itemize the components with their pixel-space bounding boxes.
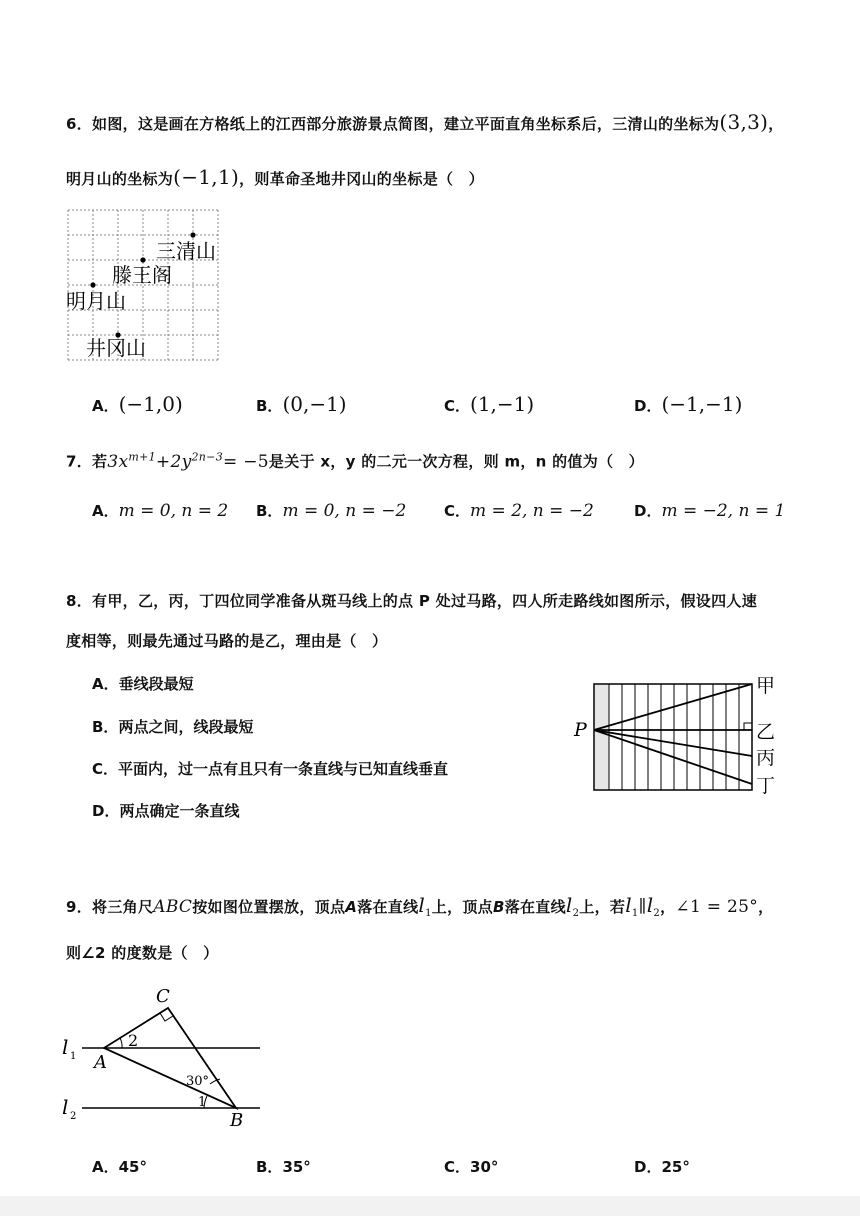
q9-l1-sub: 1 [425, 908, 432, 919]
option-letter: C． [444, 502, 471, 520]
eq-term2: +2y [155, 451, 192, 472]
option-letter: A． [92, 397, 119, 415]
q9-number: 9． [66, 898, 93, 916]
angle30-label: 30° [186, 1074, 210, 1089]
option-letter: A． [92, 502, 119, 520]
label-mingyue: 明月山 [66, 289, 126, 313]
option-value: 两点确定一条直线 [119, 802, 240, 820]
option-letter: D． [634, 1158, 662, 1176]
q9-b: B [492, 898, 505, 916]
page-bottom-edge [0, 1196, 860, 1216]
angle2-label: 2 [128, 1031, 139, 1050]
q6-coord-sanqing: (3,3) [719, 110, 769, 134]
angle1-label: 1 [198, 1095, 207, 1110]
q6-number: 6． [66, 115, 93, 133]
q9-l2b-sub: 2 [653, 908, 661, 919]
q9-line2: 则∠2 的度数是（ ） [66, 944, 219, 962]
option-value: m = −2, n = 1 [661, 501, 786, 521]
q6-line2 [66, 165, 484, 189]
vertex-a-label: A [94, 1052, 107, 1073]
q9-triangle-figure [60, 984, 270, 1130]
sanqing-point [190, 232, 195, 237]
q9-angle-condition: ∠1 = 25° [675, 897, 759, 917]
q6-option-c[interactable] [444, 392, 534, 416]
q6-text-part2a: 明月山的坐标为 [66, 170, 174, 188]
label-ding: 丁 [756, 775, 776, 797]
q9-text2: 按如图位置摆放，顶点 [192, 898, 346, 916]
mingyue-point [90, 282, 95, 287]
q6-text-part2b: ，则革命圣地井冈山的坐标是（ ） [239, 170, 484, 188]
q9-text5: 落在直线 [504, 898, 566, 916]
q8-text1: 有甲，乙，丙，丁四位同学准备从斑马线上的点 P 处过马路，四人所走路线如图所示，假设四人速 [92, 592, 757, 610]
option-value: m = 2, n = −2 [470, 501, 594, 521]
option-value: m = 0, n = 2 [118, 501, 229, 521]
line-l1-sub: 1 [70, 1051, 77, 1062]
q6-option-d[interactable] [634, 392, 742, 416]
q9-l1-b: l [625, 893, 632, 917]
q8-crosswalk-figure [568, 668, 790, 798]
option-letter: C． [444, 1158, 471, 1176]
option-letter: B． [92, 718, 119, 736]
point-p-label: P [574, 719, 587, 741]
q9-comma1: ， [660, 898, 676, 916]
q7-option-d[interactable] [634, 500, 785, 521]
q6-option-b[interactable] [256, 392, 347, 416]
q7-post: 是关于 x，y 的二元一次方程，则 m，n 的值为（ ） [268, 452, 644, 471]
vertex-b-label: B [230, 1110, 244, 1130]
option-letter: B． [256, 1158, 283, 1176]
option-value: 35° [282, 1158, 311, 1176]
eq-exp2: 2n−3 [191, 450, 223, 463]
q9-l2-b: l [646, 893, 654, 917]
option-value: 30° [470, 1158, 499, 1176]
q9-l2: l [565, 893, 573, 917]
eq-exp1: m+1 [128, 450, 156, 463]
q9-l1b-sub: 1 [631, 908, 639, 919]
q6-option-a[interactable] [92, 392, 183, 416]
option-letter: D． [634, 502, 662, 520]
q7-option-c[interactable] [444, 500, 594, 521]
label-yi: 乙 [756, 721, 776, 743]
label-tengwang: 滕王阁 [112, 263, 172, 287]
q7-equation [107, 452, 269, 472]
q8-number: 8． [66, 592, 93, 610]
label-bing: 丙 [756, 747, 776, 769]
option-letter: A． [92, 675, 119, 693]
option-value: 平面内，过一点有且只有一条直线与已知直线垂直 [118, 760, 449, 778]
option-letter: D． [92, 802, 120, 820]
q9-l2-sub: 2 [572, 908, 580, 919]
option-value: 45° [118, 1158, 147, 1176]
q6-text-part1: 如图，这是画在方格纸上的江西部分旅游景点简图，建立平面直角坐标系后，三清山的坐标为 [92, 115, 720, 133]
q9-option-a[interactable] [92, 1156, 147, 1177]
option-value: 25° [661, 1158, 690, 1176]
q7-number: 7． [66, 452, 93, 471]
line-l2-label: l [62, 1095, 69, 1119]
eq-term1: 3x [107, 451, 129, 472]
option-letter: A． [92, 1158, 119, 1176]
q6-grid-map [66, 208, 226, 364]
q7-option-b[interactable] [256, 500, 406, 521]
q7-pre: 若 [92, 452, 108, 471]
q7-option-a[interactable] [92, 500, 228, 521]
q6-line1 [66, 110, 784, 134]
q9-text3: 落在直线 [357, 898, 419, 916]
q9-comma2: ， [758, 898, 774, 916]
q9-text1: 将三角尺 [92, 898, 154, 916]
q8-line1 [66, 590, 757, 611]
option-value: 垂线段最短 [118, 675, 194, 693]
triangle-abc [104, 1008, 236, 1108]
option-letter: B． [256, 502, 283, 520]
option-letter: B． [256, 397, 283, 415]
q7-line [66, 450, 644, 472]
q9-text6: 上，若 [579, 898, 626, 916]
line-l2-sub: 2 [70, 1111, 77, 1122]
option-value: (0,−1) [282, 392, 347, 416]
option-value: 两点之间，线段最短 [118, 718, 254, 736]
right-angle-c [160, 1013, 173, 1021]
option-value: (−1,0) [118, 392, 183, 416]
option-letter: C． [92, 760, 119, 778]
q8-option-a[interactable] [92, 673, 194, 694]
label-sanqing: 三清山 [156, 239, 216, 263]
label-jinggang: 井冈山 [86, 336, 146, 360]
q6-comma: ， [768, 115, 784, 133]
q8-line2: 度相等，则最先通过马路的是乙，理由是（ ） [66, 632, 388, 650]
option-value: (−1,−1) [661, 392, 743, 416]
q9-a: A [345, 898, 358, 916]
q9-option-c[interactable] [444, 1156, 498, 1177]
q9-abc: ABC [153, 897, 193, 917]
angle2-arc [120, 1038, 122, 1048]
q9-option-d[interactable] [634, 1156, 690, 1177]
vertex-c-label: C [156, 986, 170, 1007]
q8-option-d[interactable] [92, 800, 239, 821]
label-jia: 甲 [756, 675, 776, 697]
option-letter: D． [634, 397, 662, 415]
option-letter: C． [444, 397, 471, 415]
tengwang-point [140, 257, 145, 262]
q9-line1 [66, 893, 773, 919]
q9-parallel: ∥ [638, 897, 647, 917]
option-value: m = 0, n = −2 [282, 501, 407, 521]
q9-l1: l [418, 893, 426, 917]
eq-rest: = −5 [223, 451, 269, 472]
q9-text4: 上，顶点 [431, 898, 493, 916]
q8-option-c[interactable] [92, 758, 448, 779]
q6-coord-mingyue: (−1,1) [173, 165, 240, 189]
line-l1-label: l [62, 1035, 69, 1059]
q9-option-b[interactable] [256, 1156, 311, 1177]
option-value: (1,−1) [470, 392, 535, 416]
q8-option-b[interactable] [92, 716, 253, 737]
